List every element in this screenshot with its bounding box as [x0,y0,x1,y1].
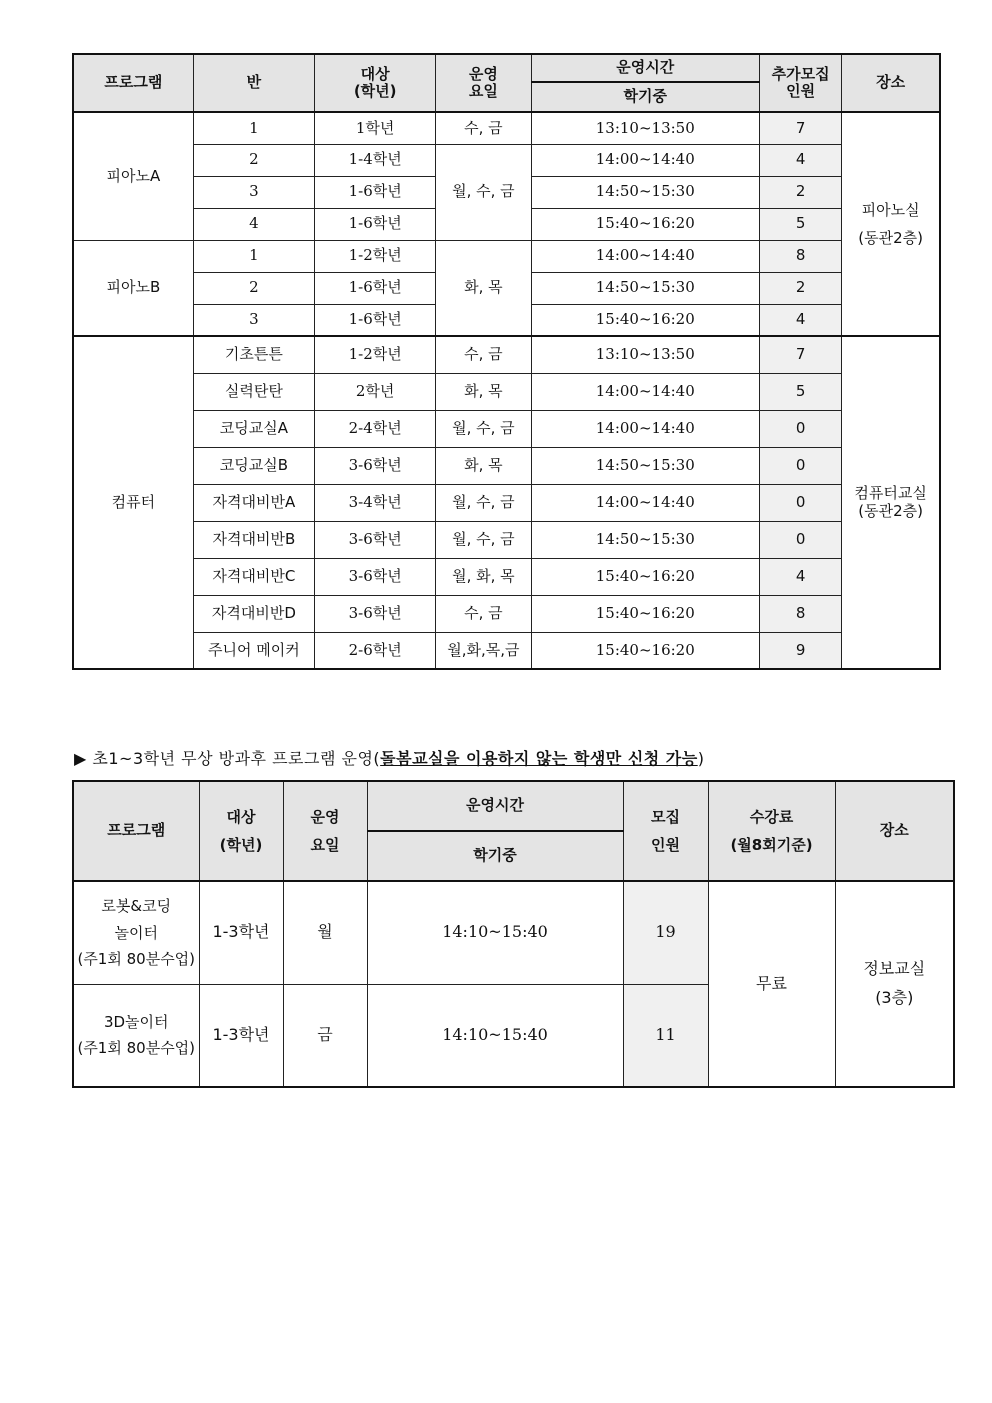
cell-time: 14:00~14:40 [531,410,760,447]
table-row [73,144,940,176]
cell-days: 수, 금 [436,112,531,144]
program-name-pianoA: 피아노A [73,112,193,240]
cell-time: 15:40~16:20 [531,632,760,669]
table-row [73,410,940,447]
cell-program-name: 3D놀이터 (주1회 80분수업) [73,984,199,1087]
cell-grade: 3-4학년 [315,484,436,521]
cell-class: 실력탄탄 [193,373,314,410]
cell-grade: 3-6학년 [315,558,436,595]
cell-grade: 1학년 [315,112,436,144]
cell-class: 주니어 메이커 [193,632,314,669]
header-class: 반 [193,54,314,112]
cell-count: 0 [760,484,842,521]
table-row [73,881,954,984]
cell-count: 0 [760,447,842,484]
cell-time: 14:50~15:30 [531,176,760,208]
cell-time: 14:00~14:40 [531,240,760,272]
cell-class: 기초튼튼 [193,336,314,373]
cell-count: 0 [760,521,842,558]
header-time-sub: 학기중 [367,831,623,881]
cell-grade: 3-6학년 [315,447,436,484]
header-time: 운영시간 [367,781,623,831]
cell-days: 월, 수, 금 [436,410,531,447]
header-days: 운영 요일 [283,781,367,881]
table-row [73,484,940,521]
cell-time: 13:10~13:50 [531,336,760,373]
cell-count: 0 [760,410,842,447]
cell-grade: 2-4학년 [315,410,436,447]
cell-time: 14:00~14:40 [531,373,760,410]
section-close: ) [697,749,705,768]
program-name-computer: 컴퓨터 [73,336,193,669]
header-count: 추가모집 인원 [760,54,842,112]
header-place: 장소 [835,781,954,881]
header-target: 대상 (학년) [199,781,283,881]
cell-days: 월, 수, 금 [436,484,531,521]
table-row [73,521,940,558]
cell-program-name: 로봇&코딩 놀이터 (주1회 80분수업) [73,881,199,984]
cell-days: 월 [283,881,367,984]
cell-days: 화, 목 [436,447,531,484]
section-title: 초1~3학년 무상 방과후 프로그램 운영( [92,749,381,768]
header-program: 프로그램 [73,54,193,112]
cell-grade: 3-6학년 [315,521,436,558]
free-program-table [72,780,955,1088]
cell-days: 금 [283,984,367,1087]
cell-count: 7 [760,112,842,144]
cell-count: 5 [760,208,842,240]
cell-class: 자격대비반B [193,521,314,558]
cell-days: 월, 수, 금 [436,521,531,558]
cell-time: 14:10~15:40 [367,881,623,984]
cell-fee: 무료 [708,881,835,1087]
cell-count: 2 [760,272,842,304]
cell-time: 15:40~16:20 [531,208,760,240]
cell-days: 화, 목 [436,240,531,336]
cell-class: 1 [193,240,314,272]
cell-grade: 1-6학년 [315,208,436,240]
cell-class: 4 [193,208,314,240]
cell-grade: 2-6학년 [315,632,436,669]
cell-count: 19 [623,881,708,984]
program-name-pianoB: 피아노B [73,240,193,336]
cell-count: 5 [760,373,842,410]
table-row [73,240,940,272]
cell-count: 4 [760,304,842,336]
table-row [73,595,940,632]
table-row [73,373,940,410]
cell-grade: 1-6학년 [315,304,436,336]
cell-time: 15:40~16:20 [531,558,760,595]
cell-class: 코딩교실A [193,410,314,447]
cell-class: 3 [193,176,314,208]
header-place: 장소 [842,54,940,112]
header-days: 운영 요일 [436,54,531,112]
cell-class: 코딩교실B [193,447,314,484]
cell-time: 15:40~16:20 [531,595,760,632]
cell-place-computer: 컴퓨터교실 (동관2층) [842,336,940,669]
cell-time: 14:50~15:30 [531,447,760,484]
cell-grade: 1-3학년 [199,881,283,984]
cell-time: 15:40~16:20 [531,304,760,336]
cell-grade: 3-6학년 [315,595,436,632]
cell-count: 11 [623,984,708,1087]
cell-count: 4 [760,144,842,176]
cell-days: 화, 목 [436,373,531,410]
program-table [72,53,941,670]
header-count: 모집 인원 [623,781,708,881]
header-program: 프로그램 [73,781,199,881]
header-fee: 수강료 (월8회기준) [708,781,835,881]
cell-time: 14:50~15:30 [531,521,760,558]
cell-grade: 1-6학년 [315,272,436,304]
cell-count: 4 [760,558,842,595]
table-row [73,336,940,373]
cell-time: 13:10~13:50 [531,112,760,144]
table-row [73,632,940,669]
cell-class: 1 [193,112,314,144]
header-target: 대상 (학년) [315,54,436,112]
cell-grade: 1-2학년 [315,240,436,272]
table-row [73,447,940,484]
cell-count: 8 [760,595,842,632]
cell-grade: 2학년 [315,373,436,410]
cell-grade: 1-6학년 [315,176,436,208]
bullet-icon: ▶ [74,749,87,768]
cell-place: 정보교실 (3층) [835,881,954,1087]
cell-days: 수, 금 [436,336,531,373]
cell-place-piano: 피아노실 (동관2층) [842,112,940,336]
header-time-sub: 학기중 [531,82,760,112]
cell-days: 월, 화, 목 [436,558,531,595]
section-heading-free-program [74,746,704,769]
cell-class: 자격대비반A [193,484,314,521]
cell-time: 14:00~14:40 [531,484,760,521]
cell-grade: 1-4학년 [315,144,436,176]
cell-days: 월, 수, 금 [436,144,531,240]
table-row [73,558,940,595]
cell-grade: 1-2학년 [315,336,436,373]
cell-count: 9 [760,632,842,669]
cell-time: 14:00~14:40 [531,144,760,176]
section-note: 돌봄교실을 이용하지 않는 학생만 신청 가능 [380,749,698,768]
cell-class: 3 [193,304,314,336]
cell-class: 2 [193,272,314,304]
cell-days: 수, 금 [436,595,531,632]
header-time: 운영시간 [531,54,760,82]
cell-class: 2 [193,144,314,176]
cell-class: 자격대비반D [193,595,314,632]
cell-time: 14:50~15:30 [531,272,760,304]
cell-days: 월,화,목,금 [436,632,531,669]
cell-count: 7 [760,336,842,373]
cell-class: 자격대비반C [193,558,314,595]
cell-time: 14:10~15:40 [367,984,623,1087]
cell-grade: 1-3학년 [199,984,283,1087]
cell-count: 8 [760,240,842,272]
cell-count: 2 [760,176,842,208]
table-row [73,112,940,144]
